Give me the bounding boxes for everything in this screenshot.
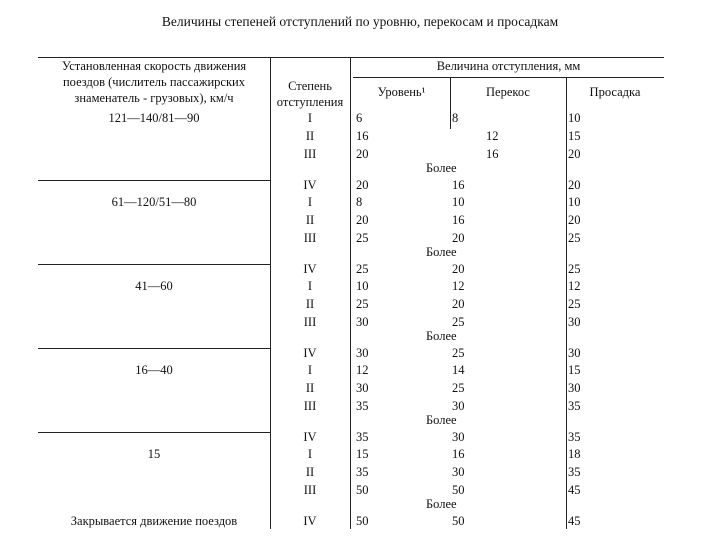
header-speed-line: поездов (числитель пассажирских <box>62 75 245 89</box>
skew-cell: 10 <box>452 195 465 209</box>
speed-separator <box>38 348 270 349</box>
skew-cell-iv: 16 <box>452 178 465 192</box>
degree-cell: I <box>307 447 313 461</box>
degree-cell-iv: IV <box>303 430 317 444</box>
level-cell: 16 <box>356 129 369 143</box>
level-cell: 12 <box>356 363 369 377</box>
speed-value: 61—120/51—80 <box>111 195 197 209</box>
subsidence-cell: 35 <box>568 399 581 413</box>
degree-column-border <box>350 57 351 529</box>
skew-cell: 16 <box>452 447 465 461</box>
degree-cell: III <box>303 315 317 329</box>
degree-cell-iv: IV <box>303 346 317 360</box>
header-speed-line: Установленная скорость движения <box>61 59 247 73</box>
speed-value: 16—40 <box>135 363 173 377</box>
skew-cell-iv: 20 <box>452 262 465 276</box>
skew-cell: 30 <box>452 399 465 413</box>
skew-column-border <box>566 77 567 529</box>
level-cell-iv: 35 <box>356 430 369 444</box>
subsidence-cell-iv: 25 <box>568 262 581 276</box>
level-cell: 20 <box>356 213 369 227</box>
level-cell: 35 <box>356 399 369 413</box>
skew-cell: 20 <box>452 231 465 245</box>
level-cell: 25 <box>356 231 369 245</box>
closing-note: Закрывается движение поездов <box>70 514 238 528</box>
header-degree-line: отступления <box>276 95 344 109</box>
skew-cell: 12 <box>486 129 499 143</box>
subsidence-cell: 35 <box>568 465 581 479</box>
header-speed-line: знаменатель - грузовых), км/ч <box>74 91 234 105</box>
subsidence-cell: 12 <box>568 279 581 293</box>
subsidence-cell: 25 <box>568 297 581 311</box>
skew-cell: 16 <box>452 213 465 227</box>
more-label: Более <box>426 497 457 511</box>
level-cell-iv: 50 <box>356 514 369 528</box>
subsidence-cell: 45 <box>568 483 581 497</box>
header-degree-line: Степень <box>288 79 332 93</box>
header-subsidence: Просадка <box>589 85 641 99</box>
degree-cell: I <box>307 279 313 293</box>
level-cell-iv: 20 <box>356 178 369 192</box>
level-cell-iv: 30 <box>356 346 369 360</box>
subsidence-cell-iv: 20 <box>568 178 581 192</box>
page-title: Величины степеней отступлений по уровню, перекосам и просадкам <box>161 14 559 29</box>
level-cell: 20 <box>356 147 369 161</box>
subsidence-cell: 30 <box>568 381 581 395</box>
more-label: Более <box>426 161 457 175</box>
value-group-underline <box>353 77 664 78</box>
speed-value: 121—140/81—90 <box>108 111 200 125</box>
subsidence-cell: 30 <box>568 315 581 329</box>
degree-cell: II <box>305 297 315 311</box>
degree-cell: III <box>303 483 317 497</box>
level-cell: 6 <box>356 111 363 125</box>
subsidence-cell: 20 <box>568 147 581 161</box>
degree-cell-iv: IV <box>303 178 317 192</box>
subsidence-cell: 10 <box>568 195 581 209</box>
skew-cell: 20 <box>452 297 465 311</box>
skew-cell: 30 <box>452 465 465 479</box>
speed-value: 41—60 <box>135 279 173 293</box>
degree-cell-iv: IV <box>303 262 317 276</box>
header-value-group: Величина отступления, мм <box>436 59 581 73</box>
speed-separator <box>38 432 270 433</box>
degree-cell: III <box>303 231 317 245</box>
level-cell: 15 <box>356 447 369 461</box>
more-label: Более <box>426 329 457 343</box>
level-cell: 8 <box>356 195 363 209</box>
skew-cell: 14 <box>452 363 465 377</box>
degree-cell: II <box>305 213 315 227</box>
skew-cell: 50 <box>452 483 465 497</box>
skew-cell: 25 <box>452 381 465 395</box>
degree-cell: I <box>307 111 313 125</box>
more-label: Более <box>426 245 457 259</box>
subsidence-cell-iv: 45 <box>568 514 581 528</box>
speed-separator <box>38 180 270 181</box>
level-cell-iv: 25 <box>356 262 369 276</box>
level-cell: 25 <box>356 297 369 311</box>
subsidence-cell: 10 <box>568 111 581 125</box>
degree-cell: I <box>307 363 313 377</box>
skew-cell: 25 <box>452 315 465 329</box>
speed-value: 15 <box>147 447 161 461</box>
degree-cell: II <box>305 381 315 395</box>
subsidence-cell: 20 <box>568 213 581 227</box>
more-label: Более <box>426 413 457 427</box>
header-level: Уровень¹ <box>377 85 426 99</box>
skew-cell-iv: 30 <box>452 430 465 444</box>
level-cell: 30 <box>356 315 369 329</box>
subsidence-cell-iv: 30 <box>568 346 581 360</box>
subsidence-cell: 15 <box>568 129 581 143</box>
subsidence-cell: 18 <box>568 447 581 461</box>
subsidence-cell: 15 <box>568 363 581 377</box>
level-cell: 10 <box>356 279 369 293</box>
degree-cell: II <box>305 465 315 479</box>
level-cell: 30 <box>356 381 369 395</box>
degree-cell-iv: IV <box>303 514 317 528</box>
degree-cell: III <box>303 399 317 413</box>
skew-cell-iv: 50 <box>452 514 465 528</box>
subsidence-cell: 25 <box>568 231 581 245</box>
speed-separator <box>38 264 270 265</box>
level-cell: 50 <box>356 483 369 497</box>
skew-cell: 8 <box>452 111 459 125</box>
degree-cell: II <box>305 129 315 143</box>
header-skew: Перекос <box>486 85 530 99</box>
level-cell: 35 <box>356 465 369 479</box>
skew-cell: 16 <box>486 147 499 161</box>
degree-cell: I <box>307 195 313 209</box>
skew-cell: 12 <box>452 279 465 293</box>
degree-cell: III <box>303 147 317 161</box>
subsidence-cell-iv: 35 <box>568 430 581 444</box>
skew-cell-iv: 25 <box>452 346 465 360</box>
